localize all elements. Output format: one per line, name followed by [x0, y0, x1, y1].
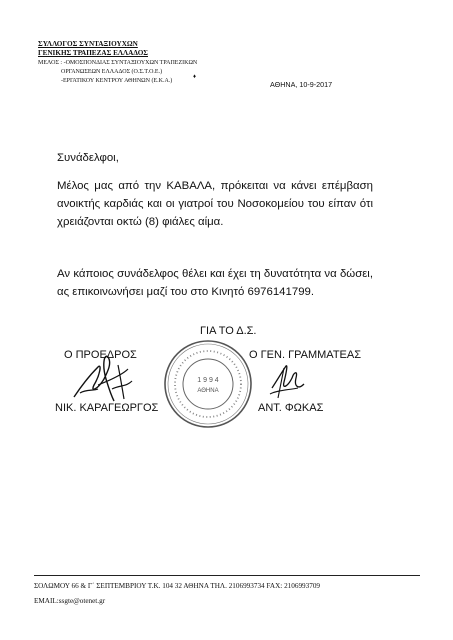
stamp-year: 1 9 9 4 — [197, 377, 219, 384]
stamp-city: ΑΘΗΝΑ — [197, 388, 219, 394]
letterhead-association-name: ΣΥΛΛΟΓΟΣ ΣΥΝΤΑΞΙΟΥΧΩΝ — [38, 40, 138, 48]
letterhead-member-line-2: ΟΡΓΑΝΩΣΕΩΝ ΕΛΛΑΔΟΣ (Ο.Σ.Τ.Ο.Ε.) — [61, 69, 163, 75]
president-title: Ο ΠΡΟΕΔΡΟΣ — [64, 349, 137, 361]
body-paragraph-1: Μέλος μας από την ΚΑΒΑΛΑ, πρόκειται να κάνει επέμβαση ανοικτής καρδιάς και οι γιατροί του Νοσοκομείου του είπαν ότι χρειάζονται οκτώ (8) φιάλες αίμα. — [57, 180, 373, 228]
official-stamp-icon — [162, 338, 254, 430]
general-secretary-title: Ο ΓΕΝ. ΓΡΑΜΜΑΤΕΑΣ — [249, 349, 362, 361]
body-paragraph-2: Αν κάποιος συνάδελφος θέλει και έχει τη δυνατότητα να δώσει, ας επικοινωνήσει μαζί του στο Κινητό 6976141799. — [57, 268, 373, 298]
letterhead-member-line-1: ΜΕΛΟΣ : -ΟΜΟΣΠΟΝΔΙΑΣ ΣΥΝΤΑΞΙΟΥΧΩΝ ΤΡΑΠΕΖΙΚΩΝ — [38, 60, 198, 66]
footer-address: ΣΟΛΩΜΟΥ 66 & Γ΄ ΣΕΠΤΕΜΒΡΙΟΥ Τ.Κ. 104 32 ΑΘΗΝΑ ΤΗΛ. 2106993734 FAX: 2106993709 — [34, 582, 321, 590]
footer-email: EMAIL:ssgte@otenet.gr — [34, 597, 106, 605]
letterhead-member-line-3: -ΕΡΓΑΤΙΚΟΥ ΚΕΝΤΡΟΥ ΑΘΗΝΩΝ (Ε.Κ.Α.) — [61, 78, 173, 84]
letterhead — [38, 40, 238, 85]
salutation: Συνάδελφοι, — [57, 152, 119, 164]
diamond-mark-icon: ♦ — [193, 74, 197, 80]
general-secretary-name: ΑΝΤ. ΦΩΚΑΣ — [258, 402, 324, 414]
secretary-signature — [262, 358, 312, 404]
letter-date: ΑΘΗΝΑ, 10-9-2017 — [270, 80, 333, 89]
for-the-board-label: ΓΙΑ ΤΟ Δ.Σ. — [200, 325, 257, 337]
footer-divider — [34, 575, 420, 576]
president-signature — [68, 345, 158, 407]
president-name: ΝΙΚ. ΚΑΡΑΓΕΩΡΓΟΣ — [55, 402, 159, 414]
letterhead-bank-name: ΓΕΝΙΚΗΣ ΤΡΑΠΕΖΑΣ ΕΛΛΑΔΟΣ — [38, 49, 148, 57]
